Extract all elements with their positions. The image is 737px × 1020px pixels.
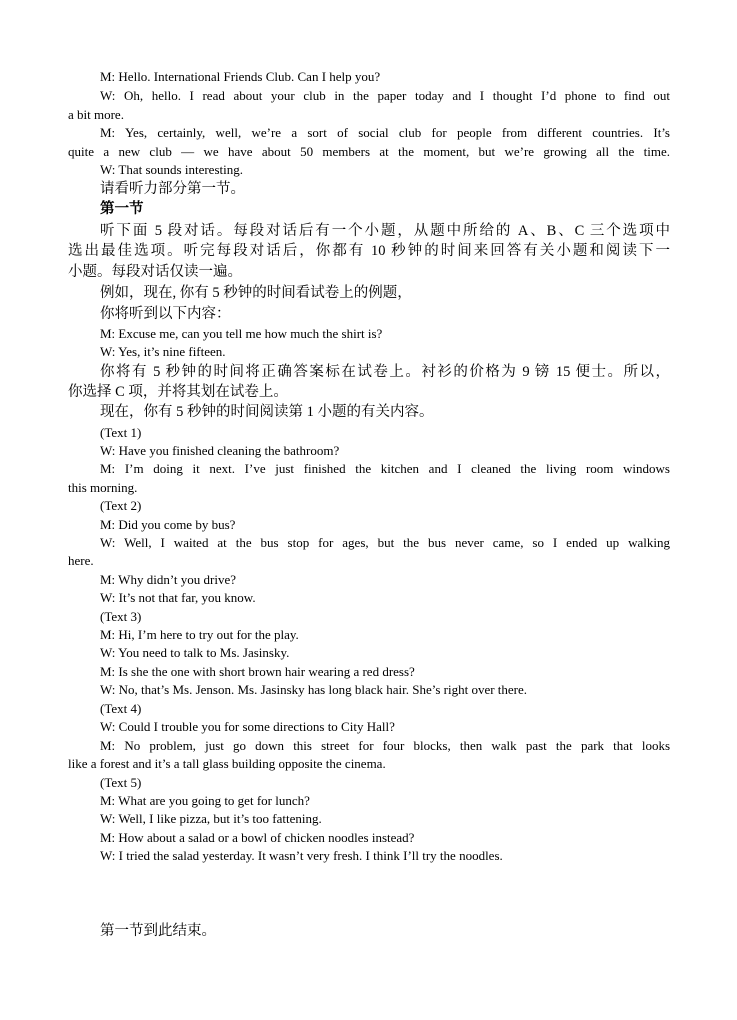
dialogue-line: M: Hello. International Friends Club. Can I help you? (100, 69, 381, 84)
dialogue-line: W: You need to talk to Ms. Jasinsky. (100, 645, 290, 660)
section-end: 第一节到此结束。 (100, 923, 216, 939)
text-label: (Text 3) (100, 609, 142, 624)
section-prompt: 请看听力部分第一节。 (100, 181, 245, 197)
dialogue-line: like a forest and it’s a tall glass building opposite the cinema. (68, 756, 386, 771)
text-label: (Text 2) (100, 498, 142, 513)
dialogue-line: M: Why didn’t you drive? (100, 572, 237, 587)
dialogue-line: W: Well, I like pizza, but it’s too fattening. (100, 811, 322, 826)
dialogue-line: M: I’m doing it next. I’ve just finished the kitchen and I cleaned the living room windows (100, 461, 670, 476)
dialogue-line: M: What are you going to get for lunch? (100, 793, 310, 808)
dialogue-line: W: Well, I waited at the bus stop for ages, but the bus never came, so I ended up walking (100, 535, 670, 550)
dialogue-line: M: Is she the one with short brown hair wearing a red dress? (100, 664, 415, 679)
answer-line: 你将有 5 秒钟的时间将正确答案标在试卷上。衬衫的价格为 9 镑 15 便士。所以， (100, 364, 670, 380)
dialogue-line: W: I tried the salad yesterday. It wasn’t very fresh. I think I’ll try the noodles. (100, 848, 503, 863)
dialogue-line: M: Hi, I’m here to try out for the play. (100, 627, 299, 642)
dialogue-line: a bit more. (68, 107, 124, 122)
instruction-line: 小题。每段对话仅读一遍。 (68, 264, 242, 280)
answer-line: 你选择 C 项，并将其划在试卷上。 (68, 384, 288, 400)
instruction-line: 现在，你有 5 秒钟的时间阅读第 1 小题的有关内容。 (100, 404, 434, 420)
dialogue-line: W: No, that’s Ms. Jenson. Ms. Jasinsky has long black hair. She’s right over there. (100, 682, 528, 697)
example-dialogue: M: Excuse me, can you tell me how much the shirt is? (100, 326, 383, 341)
text-label: (Text 5) (100, 775, 142, 790)
example-dialogue: W: Yes, it’s nine fifteen. (100, 344, 226, 359)
dialogue-line: M: How about a salad or a bowl of chicken noodles instead? (100, 830, 415, 845)
dialogue-line: W: Have you finished cleaning the bathroom? (100, 443, 340, 458)
dialogue-line: M: Yes, certainly, well, we’re a sort of social club for people from different countries. It’s (100, 125, 670, 140)
dialogue-line: this morning. (68, 480, 138, 495)
dialogue-line: W: That sounds interesting. (100, 162, 243, 177)
dialogue-line: W: Could I trouble you for some directions to City Hall? (100, 719, 395, 734)
example-line: 你将听到以下内容： (100, 306, 231, 322)
dialogue-line: M: No problem, just go down this street for four blocks, then walk past the park that looks (100, 738, 670, 753)
dialogue-line: W: Oh, hello. I read about your club in the paper today and I thought I’d phone to find out (100, 88, 670, 103)
dialogue-line: M: Did you come by bus? (100, 517, 236, 532)
example-line: 例如，现在, 你有 5 秒钟的时间看试卷上的例题， (100, 285, 412, 301)
dialogue-line: quite a new club — we have about 50 members at the moment, but we’re growing all the time. (68, 144, 670, 159)
instruction-line: 听下面 5 段对话。每段对话后有一个小题，从题中所给的 A、B、C 三个选项中 (100, 223, 670, 239)
dialogue-line: W: It’s not that far, you know. (100, 590, 256, 605)
text-label: (Text 1) (100, 425, 142, 440)
dialogue-line: here. (68, 553, 94, 568)
instruction-line: 选出最佳选项。听完每段对话后，你都有 10 秒钟的时间来回答有关小题和阅读下一 (68, 243, 670, 259)
section-heading: 第一节 (100, 201, 144, 217)
text-label: (Text 4) (100, 701, 142, 716)
